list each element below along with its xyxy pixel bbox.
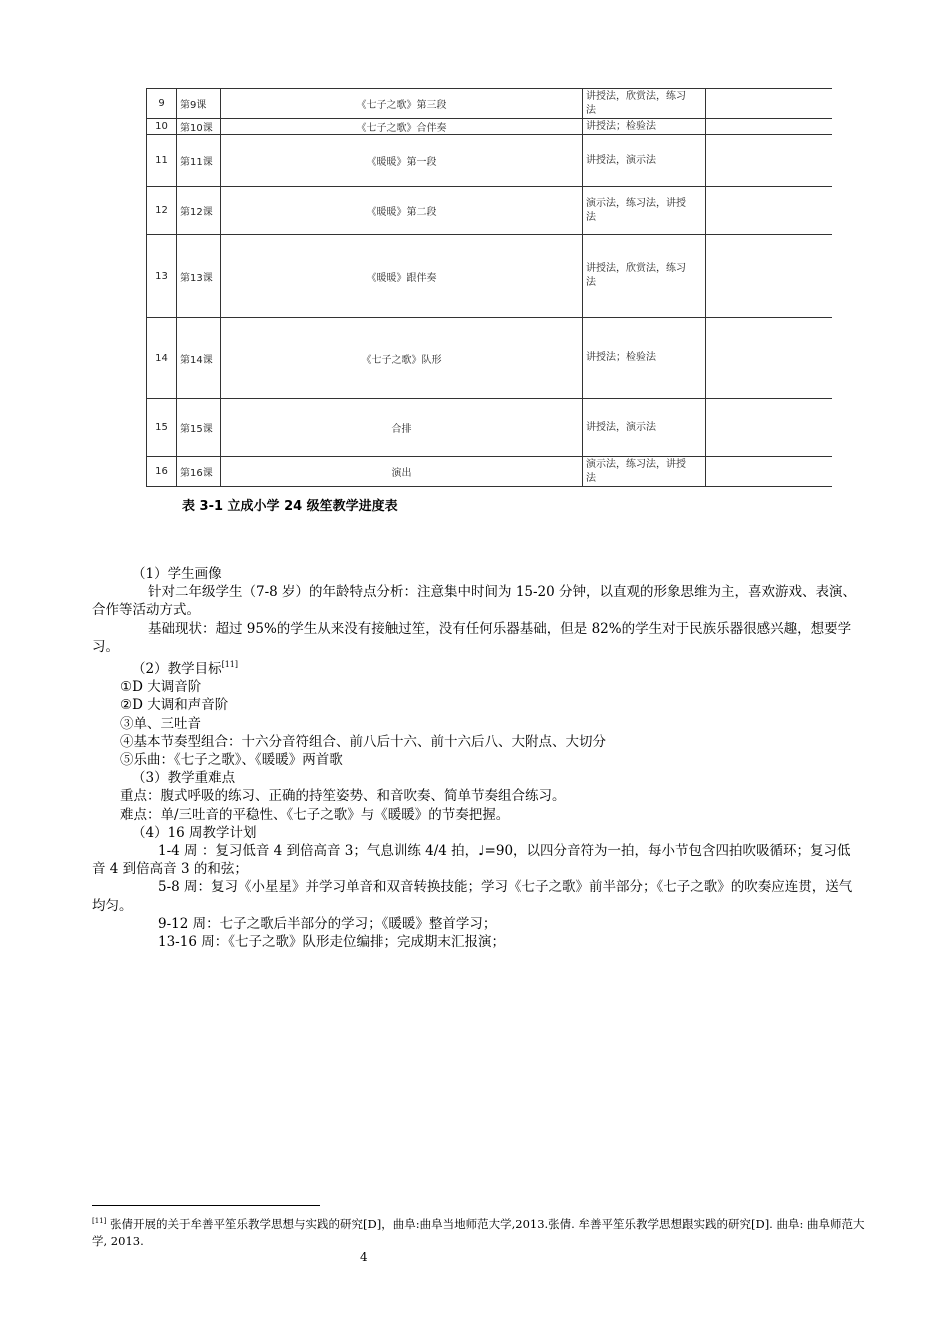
- lesson-content: 《七子之歌》队形: [221, 318, 583, 399]
- list-item: ②D 大调和声音阶: [120, 697, 229, 714]
- lesson-content: 《暖暖》跟伴奏: [221, 235, 583, 318]
- teaching-method: 讲授法，演示法: [583, 135, 706, 187]
- table-row: [147, 187, 833, 235]
- list-item: ④基本节奏型组合：十六分音符组合、前八后十六、前十六后八、大附点、大切分: [120, 733, 606, 750]
- table-caption: 表 3-1 立成小学 24 级笙教学进度表: [182, 499, 398, 514]
- lesson-label: 第16课: [177, 457, 221, 487]
- footnote-text: 张倩开展的关于牟善平笙乐教学思想与实践的研究[D]，曲阜:曲阜当地师范大学,2013.张倩. 牟善平笙乐教学思想跟实践的研究[D]. 曲阜: 曲阜师范大学, 2013.: [92, 1217, 865, 1248]
- paragraph: 重点：腹式呼吸的练习、正确的持笙姿势、和音吹奏、简单节奏组合练习。: [120, 788, 566, 805]
- list-item: 5-8 周：复习《小星星》并学习单音和双音转换技能；学习《七子之歌》前半部分；《七子之歌》的吹奏应连贯，送气均匀。: [92, 879, 853, 914]
- table-row: [147, 135, 833, 187]
- footnote-mark: [11]: [92, 1217, 107, 1225]
- teaching-method: 讲授法；检验法: [583, 318, 706, 399]
- row-number: 11: [147, 135, 177, 187]
- lesson-content: 《七子之歌》第三段: [221, 89, 583, 119]
- schedule-table: [146, 88, 832, 487]
- lesson-content: 合排: [221, 399, 583, 457]
- footnote-reference[interactable]: [11]: [221, 660, 239, 670]
- schedule-table-region: [146, 88, 832, 490]
- list-item: 13-16 周：《七子之歌》队形走位编排；完成期末汇报演；: [158, 934, 505, 951]
- lesson-label: 第10课: [177, 119, 221, 135]
- row-number: 10: [147, 119, 177, 135]
- teaching-method: 演示法，练习法，讲授 法: [583, 187, 706, 235]
- row-number: 14: [147, 318, 177, 399]
- remarks-cell: [706, 135, 833, 187]
- table-row: [147, 399, 833, 457]
- row-number: 9: [147, 89, 177, 119]
- paragraph: 难点：单/三吐音的平稳性、《七子之歌》与《暖暖》的节奏把握。: [120, 806, 510, 823]
- footnote: [92, 1213, 867, 1250]
- row-number: 12: [147, 187, 177, 235]
- remarks-cell: [706, 119, 833, 135]
- lesson-label: 第14课: [177, 318, 221, 399]
- row-number: 15: [147, 399, 177, 457]
- lesson-label: 第9课: [177, 89, 221, 119]
- lesson-content: 《暖暖》第二段: [221, 187, 583, 235]
- list-item: ③单、三吐音: [120, 715, 201, 732]
- list-item: 9-12 周：七子之歌后半部分的学习；《暖暖》整首学习；: [158, 915, 497, 932]
- paragraph: 基础现状：超过 95%的学生从来没有接触过笙，没有任何乐器基础，但是 82%的学生对于民族乐器很感兴趣，想要学习。: [92, 620, 852, 655]
- remarks-cell: [706, 187, 833, 235]
- table-row: [147, 457, 833, 487]
- teaching-method: 讲授法；检验法: [583, 119, 706, 135]
- page-number: 4: [360, 1250, 368, 1264]
- remarks-cell: [706, 318, 833, 399]
- paragraph: 针对二年级学生（7-8 岁）的年龄特点分析：注意集中时间为 15-20 分钟，以直观的形象思维为主，喜欢游戏、表演、合作等活动方式。: [92, 584, 857, 619]
- section-heading: （1）学生画像: [132, 566, 222, 582]
- row-number: 16: [147, 457, 177, 487]
- lesson-content: 《七子之歌》合伴奏: [221, 119, 583, 135]
- row-number: 13: [147, 235, 177, 318]
- remarks-cell: [706, 89, 833, 119]
- lesson-label: 第15课: [177, 399, 221, 457]
- teaching-method: 讲授法，欣赏法，练习 法: [583, 89, 706, 119]
- lesson-label: 第11课: [177, 135, 221, 187]
- section-heading: （3）教学重难点: [132, 770, 236, 787]
- list-item: ⑤乐曲：《七子之歌》、《暖暖》两首歌: [120, 752, 343, 769]
- teaching-method: 讲授法，演示法: [583, 399, 706, 457]
- table-row: [147, 119, 833, 135]
- table-row: [147, 89, 833, 119]
- footnote-divider: [92, 1205, 320, 1206]
- list-item: 1-4 周 ：复习低音 4 到倍高音 3；气息训练 4/4 拍，♩=90，以四分音符为一拍，每小节包含四拍吹吸循环；复习低音 4 到倍高音 3 的和弦；: [92, 843, 851, 878]
- lesson-label: 第13课: [177, 235, 221, 318]
- table-row: [147, 235, 833, 318]
- section-heading: （2）教学目标[11]: [132, 660, 239, 678]
- section-heading: （4）16 周教学计划: [132, 824, 257, 841]
- lesson-label: 第12课: [177, 187, 221, 235]
- lesson-content: 《暖暖》第一段: [221, 135, 583, 187]
- teaching-method: 演示法，练习法，讲授 法: [583, 457, 706, 487]
- list-item: ①D 大调音阶: [120, 679, 202, 696]
- remarks-cell: [706, 235, 833, 318]
- lesson-content: 演出: [221, 457, 583, 487]
- teaching-method: 讲授法，欣赏法，练习 法: [583, 235, 706, 318]
- body-text: [92, 565, 862, 951]
- remarks-cell: [706, 457, 833, 487]
- remarks-cell: [706, 399, 833, 457]
- table-row: [147, 318, 833, 399]
